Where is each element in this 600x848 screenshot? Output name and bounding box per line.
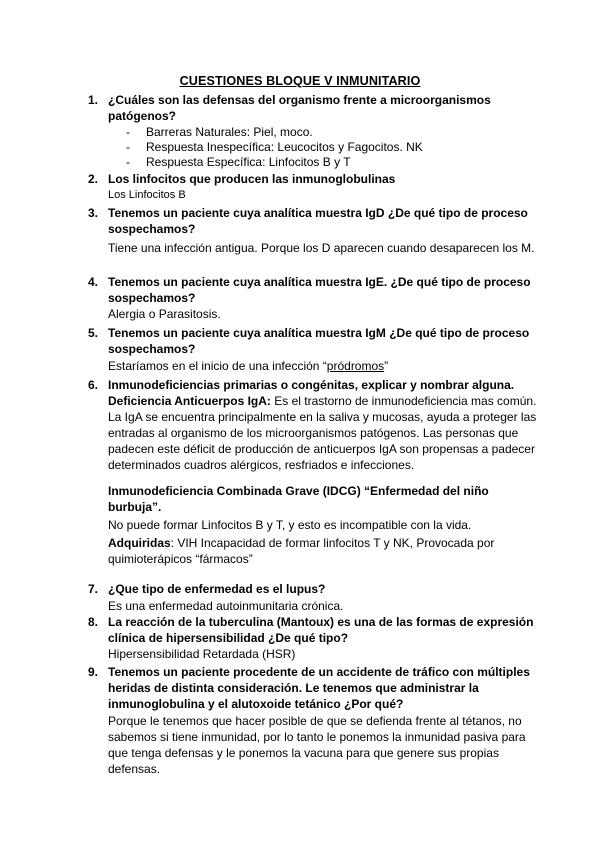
acquired-text: : VIH Incapacidad de formar linfocitos T y NK, Provocada por quimioterápicos “fármacos” (108, 536, 495, 566)
answer-suffix: ” (384, 359, 389, 373)
question-2 (88, 171, 538, 203)
question-number: 3. (88, 206, 99, 220)
question-5 (88, 325, 538, 374)
answer-text: Alergia o Parasitosis. (108, 307, 221, 321)
question-1 (88, 92, 538, 170)
question-6 (88, 377, 538, 567)
question-8 (88, 614, 538, 662)
answer-prefix: Estaríamos en el inicio de una infección “ (108, 359, 327, 373)
page-title: CUESTIONES BLOQUE V INMUNITARIO (179, 74, 421, 88)
question-text: ¿Cuáles son las defensas del organismo frente a microorganismos patógenos? (108, 93, 491, 123)
acquired-label: Adquiridas (108, 536, 171, 550)
question-4 (88, 274, 538, 322)
question-number: 4. (88, 275, 99, 289)
question-text: Tenemos un paciente cuya analítica muestra IgM ¿De qué tipo de proceso sospechamos? (108, 326, 530, 356)
list-item: - Respuesta Específica: Linfocitos B y T (108, 155, 538, 170)
question-text: La reacción de la tuberculina (Mantoux) es una de las formas de expresión clínica de hipersensibilidad ¿De qué tipo? (108, 615, 534, 645)
question-number: 6. (88, 378, 99, 392)
idcg-text: No puede formar Linfocitos B y T, y esto es incompatible con la vida. (108, 518, 472, 532)
answer-text: Hipersensibilidad Retardada (HSR) (108, 647, 296, 661)
answer-text (108, 358, 538, 374)
question-number: 1. (88, 93, 99, 107)
question-number: 7. (88, 582, 99, 596)
question-9 (88, 664, 538, 777)
answer-text: Porque le tenemos que hacer posible de que se defienda frente al tétanos, no sabemos si tiene inmunidad, por lo tanto le ponemos la inmunidad pasiva para que tenga defensas y le ponemos la vacuna para que genere sus propias defensas. (108, 714, 526, 776)
iga-paragraph (108, 393, 538, 473)
question-number: 9. (88, 665, 99, 679)
question-text: Tenemos un paciente procedente de un accidente de tráfico con múltiples heridas de distinta consideración. Le tenemos que administrar la inmunoglobulina y el alutoxoide tetánico ¿Por qué? (108, 665, 530, 711)
question-number: 5. (88, 326, 99, 340)
question-text: ¿Que tipo de enfermedad es el lupus? (108, 582, 326, 596)
list-item: - Respuesta Inespecífica: Leucocitos y Fagocitos. NK (108, 140, 538, 155)
answer-text: Tiene una infección antigua. Porque los D aparecen cuando desaparecen los M. (108, 241, 535, 255)
question-7 (88, 581, 538, 614)
answer-text: Es una enfermedad autoinmunitaria crónica. (108, 599, 344, 613)
answer-text: Los Linfocitos B (108, 189, 186, 201)
answer-list (108, 125, 538, 170)
question-text: Los linfocitos que producen las inmunoglobulinas (108, 172, 396, 186)
idcg-label: Inmunodeficiencia Combinada Grave (IDCG) “Enfermedad del niño burbuja”. (108, 484, 489, 514)
acquired-paragraph (108, 535, 538, 567)
question-text: Inmunodeficiencias primarias o congénitas, explicar y nombrar alguna. (108, 378, 515, 392)
iga-text: Es el trastorno de inmunodeficiencia mas común. La IgA se encuentra principalmente en la saliva y mucosas, ayuda a proteger las entradas al organismo de los microorganismos patógenos. Las personas que padecen este déficit de producción de anticuerpos IgA son propensas a padecer determinados cuadros alérgicos, resfriados e infecciones. (108, 394, 537, 472)
question-text: Tenemos un paciente cuya analítica muestra IgE. ¿De qué tipo de proceso sospechamos? (108, 275, 531, 305)
question-number: 8. (88, 615, 99, 629)
prodromos-link[interactable]: pródromos (326, 359, 385, 373)
question-text: Tenemos un paciente cuya analítica muestra IgD ¿De qué tipo de proceso sospechamos? (108, 206, 528, 236)
question-number: 2. (88, 172, 99, 186)
question-3 (88, 205, 538, 256)
list-item: - Barreras Naturales: Piel, moco. (108, 125, 538, 140)
iga-label: Deficiencia Anticuerpos IgA: (108, 394, 271, 408)
